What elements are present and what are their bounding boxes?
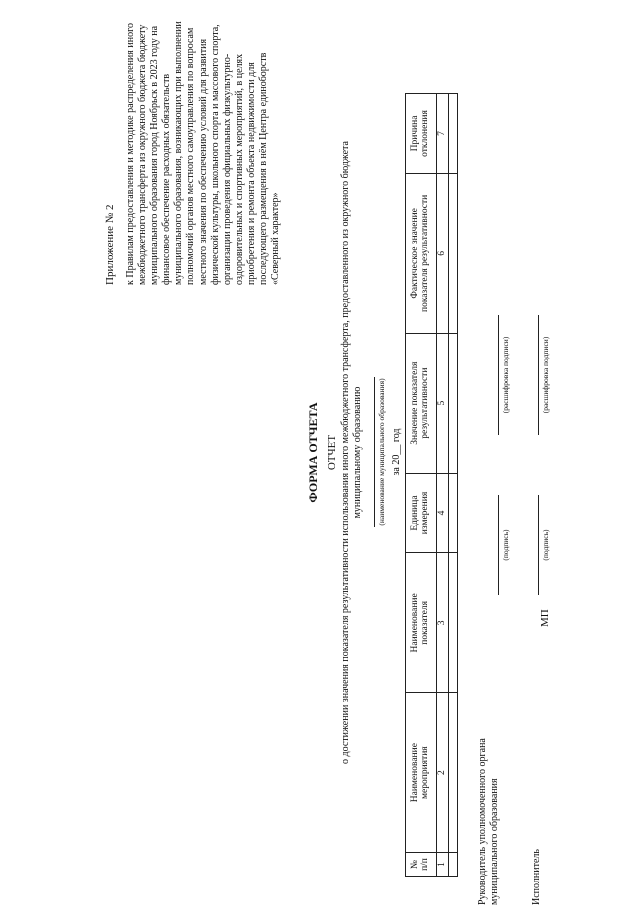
- appendix-reference-line: последующего размещения в нём Центра единоборств: [258, 52, 270, 285]
- appendix-number: Приложение № 2: [104, 204, 116, 285]
- head-signature-caption: (подпись): [501, 529, 510, 561]
- executor-signature-caption: (подпись): [541, 529, 550, 561]
- municipality-blank-line: [374, 377, 375, 527]
- table-cell: [449, 853, 458, 877]
- report-table: [405, 93, 458, 877]
- header-indicator: Наименование показателя: [406, 553, 437, 693]
- table-cell: [449, 553, 458, 693]
- table-cell: [449, 473, 458, 553]
- table-cell: 1: [437, 853, 449, 877]
- seal-placeholder: МП: [539, 609, 551, 627]
- table-row: [449, 94, 458, 877]
- executor-signature-line: [538, 495, 539, 595]
- report-title: ОТЧЕТ: [326, 434, 338, 471]
- table-cell: 3: [437, 553, 449, 693]
- appendix-reference-line: приобретения и ремонта объекта недвижимости для: [245, 62, 257, 285]
- executor-label: Исполнитель: [531, 849, 542, 905]
- form-title: ФОРМА ОТЧЕТА: [306, 402, 320, 503]
- municipality-caption: (наименование муниципального образования): [377, 378, 386, 526]
- head-title-line2: муниципального образования: [489, 778, 500, 905]
- head-decoding-caption: (расшифровка подписи): [501, 336, 510, 414]
- table-cell: 5: [437, 333, 449, 473]
- appendix-reference-line: полномочий органов местного самоуправления по вопросам: [185, 27, 197, 285]
- table-cell: 4: [437, 473, 449, 553]
- head-signature-line: [498, 495, 499, 595]
- table-cell: [449, 693, 458, 853]
- appendix-reference-line: физической культуры, школьного спорта и массового спорта,: [209, 24, 221, 285]
- table-cell: [449, 333, 458, 473]
- head-decoding-line: [498, 315, 499, 435]
- header-actual-value: Фактическое значение показателя результативности: [406, 173, 437, 333]
- table-cell: 7: [437, 94, 449, 174]
- executor-decoding-line: [538, 315, 539, 435]
- header-planned-value: Значение показателя результативности: [406, 333, 437, 473]
- table-header-row: [406, 94, 437, 877]
- appendix-reference-line: муниципального образования город Ноябрьск в 2023 году на: [149, 25, 161, 285]
- table-cell: [449, 94, 458, 174]
- appendix-reference-line: межбюджетного трансферта из окружного бюджета бюджету: [137, 24, 149, 285]
- table-column-numbers-row: [437, 94, 449, 877]
- appendix-reference-line: оздоровительных и спортивных мероприятий, в целях: [233, 53, 245, 285]
- appendix-reference-line: финансовое обеспечение расходных обязательств: [161, 73, 173, 285]
- appendix-reference-line: муниципального образования, возникающих при выполнении: [173, 21, 185, 285]
- report-description: о достижении значения показателя результативности использования иного межбюджетного трансферта, предоставленного из окружного бюджета: [340, 141, 351, 764]
- table-cell: 6: [437, 173, 449, 333]
- header-number: № п/п: [406, 853, 437, 877]
- header-event: Наименование мероприятия: [406, 693, 437, 853]
- head-title-line1: Руководитель уполномоченного органа: [477, 738, 488, 905]
- table-cell: 2: [437, 693, 449, 853]
- appendix-reference-line: организации проведения официальных физкультурно-: [221, 53, 233, 285]
- header-deviation-reason: Причина отклонения: [406, 94, 437, 174]
- report-description-cont: муниципальному образованию: [352, 386, 363, 519]
- table-cell: [449, 173, 458, 333]
- appendix-reference-line: местного значения по обеспечению условий для развития: [197, 38, 209, 285]
- executor-decoding-caption: (расшифровка подписи): [541, 336, 550, 414]
- header-unit: Единица измерения: [406, 473, 437, 553]
- appendix-reference-line: к Правилам предоставления и методике распределения иного: [125, 23, 136, 285]
- appendix-reference-line: «Северный характер»: [270, 192, 282, 285]
- report-period: за 20__ год: [391, 428, 402, 476]
- appendix-reference: [125, 15, 282, 285]
